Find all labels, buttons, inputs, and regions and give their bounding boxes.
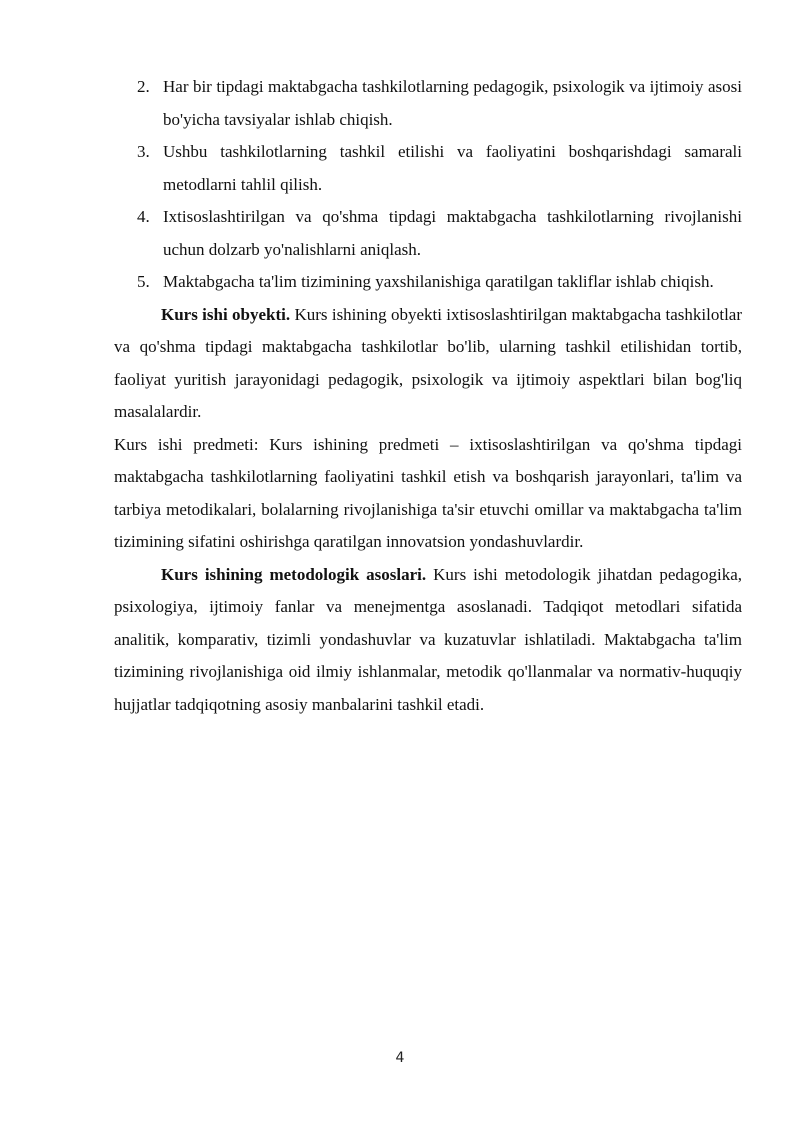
list-item-number: 5. [137, 272, 150, 291]
list-item [114, 201, 742, 266]
list-item [114, 71, 742, 136]
list-item [114, 136, 742, 201]
subject-paragraph [114, 429, 742, 559]
list-item-text: Ushbu tashkilotlarning tashkil etilishi va faoliyatini boshqarishdagi samarali metodlarni tahlil qilish. [163, 142, 742, 194]
methodology-heading: Kurs ishining metodologik asoslari. [161, 564, 427, 584]
subject-text: Kurs ishi predmeti: Kurs ishining predmeti – ixtisoslashtirilgan va qo'shma tipdagi maktabgacha tashkilotlarning faoliyatini tashkil etish va boshqarish jarayonlari, ta'lim va tarbiya metodikalari, bolalarning rivojlanishiga ta'sir etuvchi omillar va maktabgacha ta'lim tizimining sifatini oshirishga qaratilgan innovatsion yondashuvlardir. [114, 434, 742, 551]
page-content [114, 71, 742, 721]
methodology-paragraph [114, 559, 742, 722]
list-item-text: Maktabgacha ta'lim tizimining yaxshilanishiga qaratilgan takliflar ishlab chiqish. [163, 272, 714, 291]
task-list [114, 71, 742, 299]
methodology-text: Kurs ishi metodologik jihatdan pedagogika, psixologiya, ijtimoiy fanlar va menejmentga asoslanadi. Tadqiqot metodlari sifatida analitik, komparativ, tizimli yondashuvlar va kuzatuvlar ishlatiladi. Maktabgacha ta'lim tizimining rivojlanishiga oid ilmiy ishlanmalar, metodik qo'llanmalar va normativ-huquqiy hujjatlar tadqiqotning asosiy manbalarini tashkil etadi. [114, 564, 742, 714]
list-item [114, 266, 742, 299]
page-number: 4 [395, 1050, 405, 1066]
object-heading: Kurs ishi obyekti. [161, 304, 291, 324]
object-text: Kurs ishining obyekti ixtisoslashtirilgan maktabgacha tashkilotlar va qo'shma tipdagi maktabgacha tashkilotlar bo'lib, ularning tashkil etilishidan tortib, faoliyat yuritish jarayonidagi pedagogik, psixologik va ijtimoiy aspektlari bilan bog'liq masalalardir. [114, 304, 743, 421]
list-item-number: 3. [137, 142, 150, 161]
list-item-number: 2. [137, 77, 150, 96]
list-item-text: Har bir tipdagi maktabgacha tashkilotlarning pedagogik, psixologik va ijtimoiy asosi bo'yicha tavsiyalar ishlab chiqish. [163, 77, 742, 129]
list-item-number: 4. [137, 207, 150, 226]
object-paragraph [114, 299, 742, 429]
list-item-text: Ixtisoslashtirilgan va qo'shma tipdagi maktabgacha tashkilotlarning rivojlanishi uchun dolzarb yo'nalishlarni aniqlash. [163, 207, 742, 259]
